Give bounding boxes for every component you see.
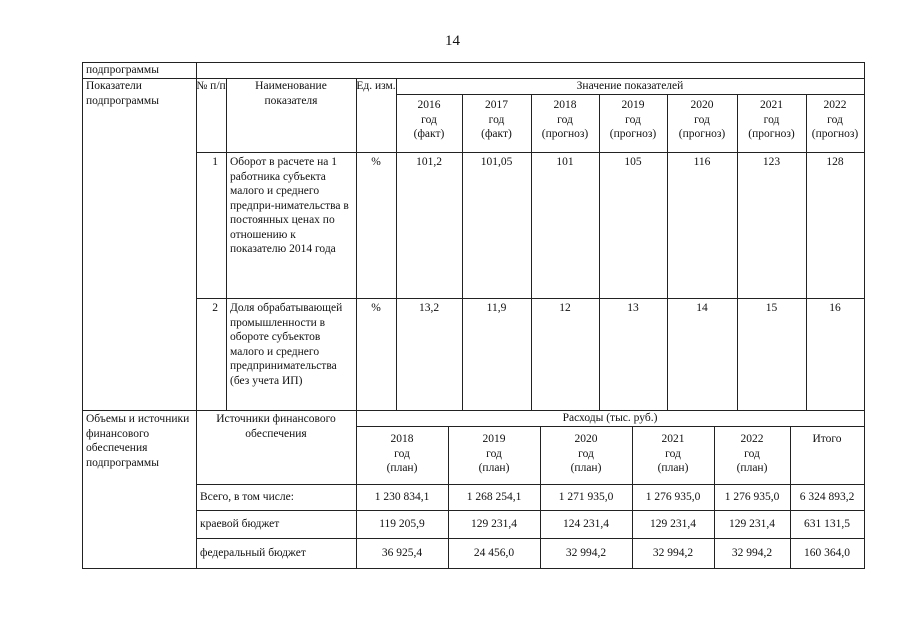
indicator-value: 105 (624, 156, 642, 168)
col-name-header: Наименование показателя (255, 80, 327, 107)
finance-value: 1 230 834,1 (374, 491, 430, 503)
grid-line (356, 78, 357, 411)
indicator-value: 101 (556, 156, 574, 168)
indicator-value: 101,2 (416, 156, 442, 168)
grid-line (864, 62, 865, 569)
finance-value: 1 276 935,0 (724, 491, 780, 503)
grid-line (196, 62, 197, 569)
grid-line (356, 426, 865, 427)
finance-value: 129 231,4 (471, 518, 517, 530)
finance-value: 32 994,2 (731, 547, 773, 559)
indicator-value: 13 (627, 302, 639, 314)
grid-line (396, 94, 865, 95)
finance-value: 1 268 254,1 (466, 491, 522, 503)
finance-value: 129 231,4 (729, 518, 775, 530)
year-header: 2022 год (прогноз) (811, 99, 859, 140)
finance-year-header: 2020 год (план) (570, 433, 602, 474)
finance-source-name: федеральный бюджет (200, 547, 306, 559)
finance-value: 1 276 935,0 (645, 491, 701, 503)
finance-year-header: 2022 год (план) (736, 433, 768, 474)
finance-value: 160 364,0 (804, 547, 850, 559)
finance-source-name: Всего, в том числе: (200, 491, 294, 503)
col-unit-header: Ед. изм. (356, 80, 396, 92)
indicator-number: 1 (212, 156, 218, 168)
page-number: 14 (445, 33, 460, 49)
finance-value: 631 131,5 (804, 518, 850, 530)
indicator-value: 16 (829, 302, 841, 314)
finance-year-header: 2018 год (план) (386, 433, 418, 474)
indicator-value: 14 (696, 302, 708, 314)
indicator-value: 12 (559, 302, 571, 314)
finance-value: 119 205,9 (379, 518, 425, 530)
top-label: подпрограммы (86, 64, 159, 76)
col-num-header: № п/п (196, 80, 226, 92)
finance-value: 24 456,0 (473, 547, 515, 559)
indicator-name: Доля обрабатывающей промышленности в обороте субъектов малого и среднего предпринимательства (без учета ИП) (230, 302, 343, 387)
values-header: Значение показателей (576, 80, 684, 92)
finance-source-name: краевой бюджет (200, 518, 280, 530)
year-header: 2018 год (прогноз) (541, 99, 589, 140)
indicator-number: 2 (212, 302, 218, 314)
grid-line (196, 510, 865, 511)
indicator-value: 13,2 (418, 302, 440, 314)
finance-value: 32 994,2 (565, 547, 607, 559)
finance-value: 1 271 935,0 (558, 491, 614, 503)
indicator-unit: % (371, 302, 381, 314)
indicator-value: 123 (762, 156, 781, 168)
indicator-unit: % (371, 156, 381, 168)
indicator-value: 11,9 (486, 302, 507, 314)
finance-year-header: Итого (812, 433, 842, 445)
expenses-header: Расходы (тыс. руб.) (562, 412, 658, 424)
finance-value: 6 324 893,2 (799, 491, 855, 503)
grid-line (196, 538, 865, 539)
financing-section-label: Объемы и источники финансового обеспечения подпрограммы (86, 413, 190, 469)
year-header: 2020 год (прогноз) (678, 99, 726, 140)
finance-value: 124 231,4 (563, 518, 609, 530)
grid-line (82, 62, 83, 569)
finance-year-header: 2021 год (план) (657, 433, 689, 474)
indicator-value: 101,05 (480, 156, 513, 168)
year-header: 2021 год (прогноз) (748, 99, 795, 140)
grid-line (226, 78, 227, 411)
year-header: 2016 год (факт) (413, 99, 445, 140)
finance-value: 32 994,2 (652, 547, 694, 559)
finance-year-header: 2019 год (план) (478, 433, 510, 474)
indicator-name: Оборот в расчете на 1 работника субъекта малого и среднего предпри-нимательства в постоянных ценах по отношению к показателю 2014 года (230, 156, 349, 255)
grid-line (196, 484, 865, 485)
indicators-section-label: Показатели подпрограммы (86, 80, 159, 107)
year-header: 2019 год (прогноз) (609, 99, 657, 140)
sources-header: Источники финансового обеспечения (216, 413, 336, 440)
finance-value: 129 231,4 (650, 518, 696, 530)
indicator-value: 116 (693, 156, 711, 168)
indicator-value: 128 (826, 156, 844, 168)
finance-value: 36 925,4 (381, 547, 423, 559)
year-header: 2017 год (факт) (481, 99, 512, 140)
indicator-value: 15 (765, 302, 778, 314)
grid-line (82, 568, 865, 569)
grid-line (82, 62, 865, 63)
